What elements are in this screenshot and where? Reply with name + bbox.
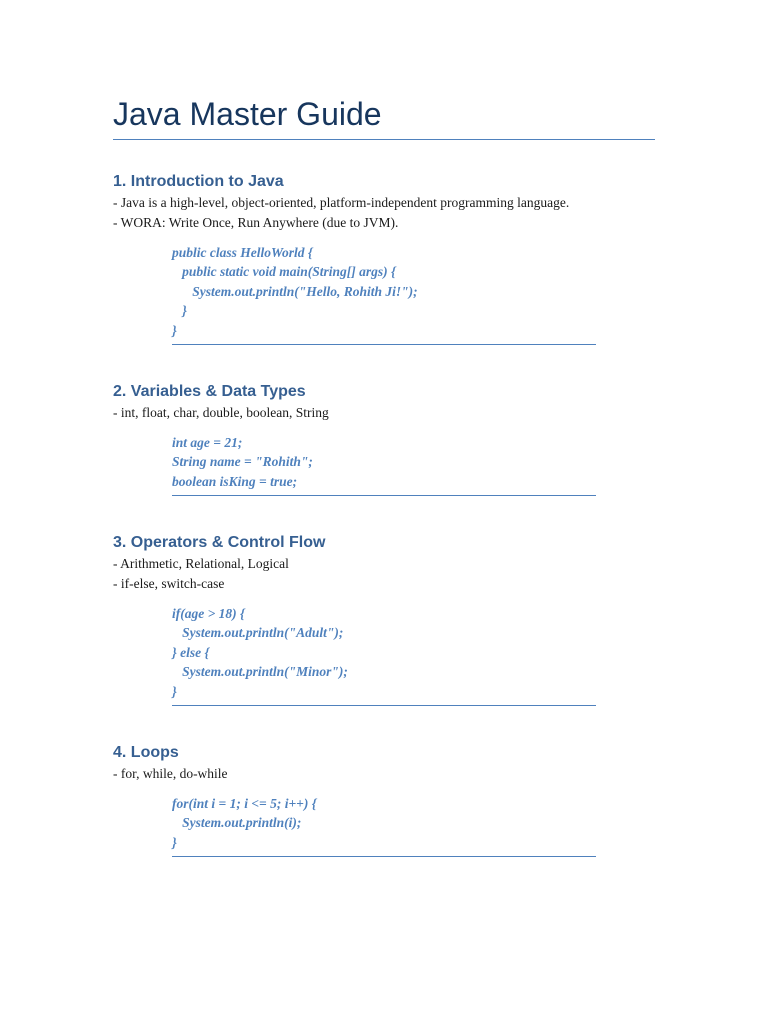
section-heading: 4. Loops bbox=[113, 744, 179, 761]
section-heading: 3. Operators & Control Flow bbox=[113, 534, 326, 551]
code-line: for(int i = 1; i <= 5; i++) { bbox=[172, 796, 317, 811]
bullet-item: - int, float, char, double, boolean, String bbox=[113, 405, 329, 420]
code-line: } else { bbox=[172, 644, 210, 660]
section-operators bbox=[113, 532, 673, 706]
code-line: if(age > 18) { bbox=[172, 606, 245, 621]
code-block bbox=[172, 604, 596, 706]
section-introduction bbox=[113, 171, 673, 345]
code-line: } bbox=[172, 322, 177, 338]
code-block bbox=[172, 433, 596, 496]
bullet-list bbox=[113, 764, 673, 784]
code-line: String name = "Rohith"; bbox=[172, 454, 313, 470]
bullet-item: - Arithmetic, Relational, Logical bbox=[113, 556, 289, 571]
code-line: System.out.println("Hello, Rohith Ji!"); bbox=[172, 283, 418, 299]
code-line: public static void main(String[] args) { bbox=[172, 264, 396, 280]
code-block bbox=[172, 794, 596, 857]
section-variables bbox=[113, 381, 673, 496]
document-title: Java Master Guide bbox=[113, 94, 655, 140]
code-line: System.out.println(i); bbox=[172, 815, 302, 831]
code-line: System.out.println("Minor"); bbox=[172, 664, 348, 680]
bullet-item: - if-else, switch-case bbox=[113, 576, 225, 591]
code-line: boolean isKing = true; bbox=[172, 473, 298, 489]
section-loops bbox=[113, 742, 673, 857]
bullet-list bbox=[113, 403, 673, 423]
code-line: } bbox=[172, 683, 177, 699]
code-line: } bbox=[172, 834, 177, 850]
bullet-item: - for, while, do-while bbox=[113, 766, 228, 781]
bullet-list bbox=[113, 193, 673, 233]
bullet-item: - Java is a high-level, object-oriented, platform-independent programming language. bbox=[113, 195, 570, 210]
code-line: int age = 21; bbox=[172, 435, 243, 450]
section-heading: 2. Variables & Data Types bbox=[113, 383, 306, 400]
code-line: System.out.println("Adult"); bbox=[172, 625, 344, 641]
code-block bbox=[172, 243, 596, 345]
section-heading: 1. Introduction to Java bbox=[113, 173, 284, 190]
bullet-item: - WORA: Write Once, Run Anywhere (due to JVM). bbox=[113, 215, 399, 230]
bullet-list bbox=[113, 554, 673, 594]
code-line: } bbox=[172, 303, 187, 319]
code-line: public class HelloWorld { bbox=[172, 245, 313, 260]
